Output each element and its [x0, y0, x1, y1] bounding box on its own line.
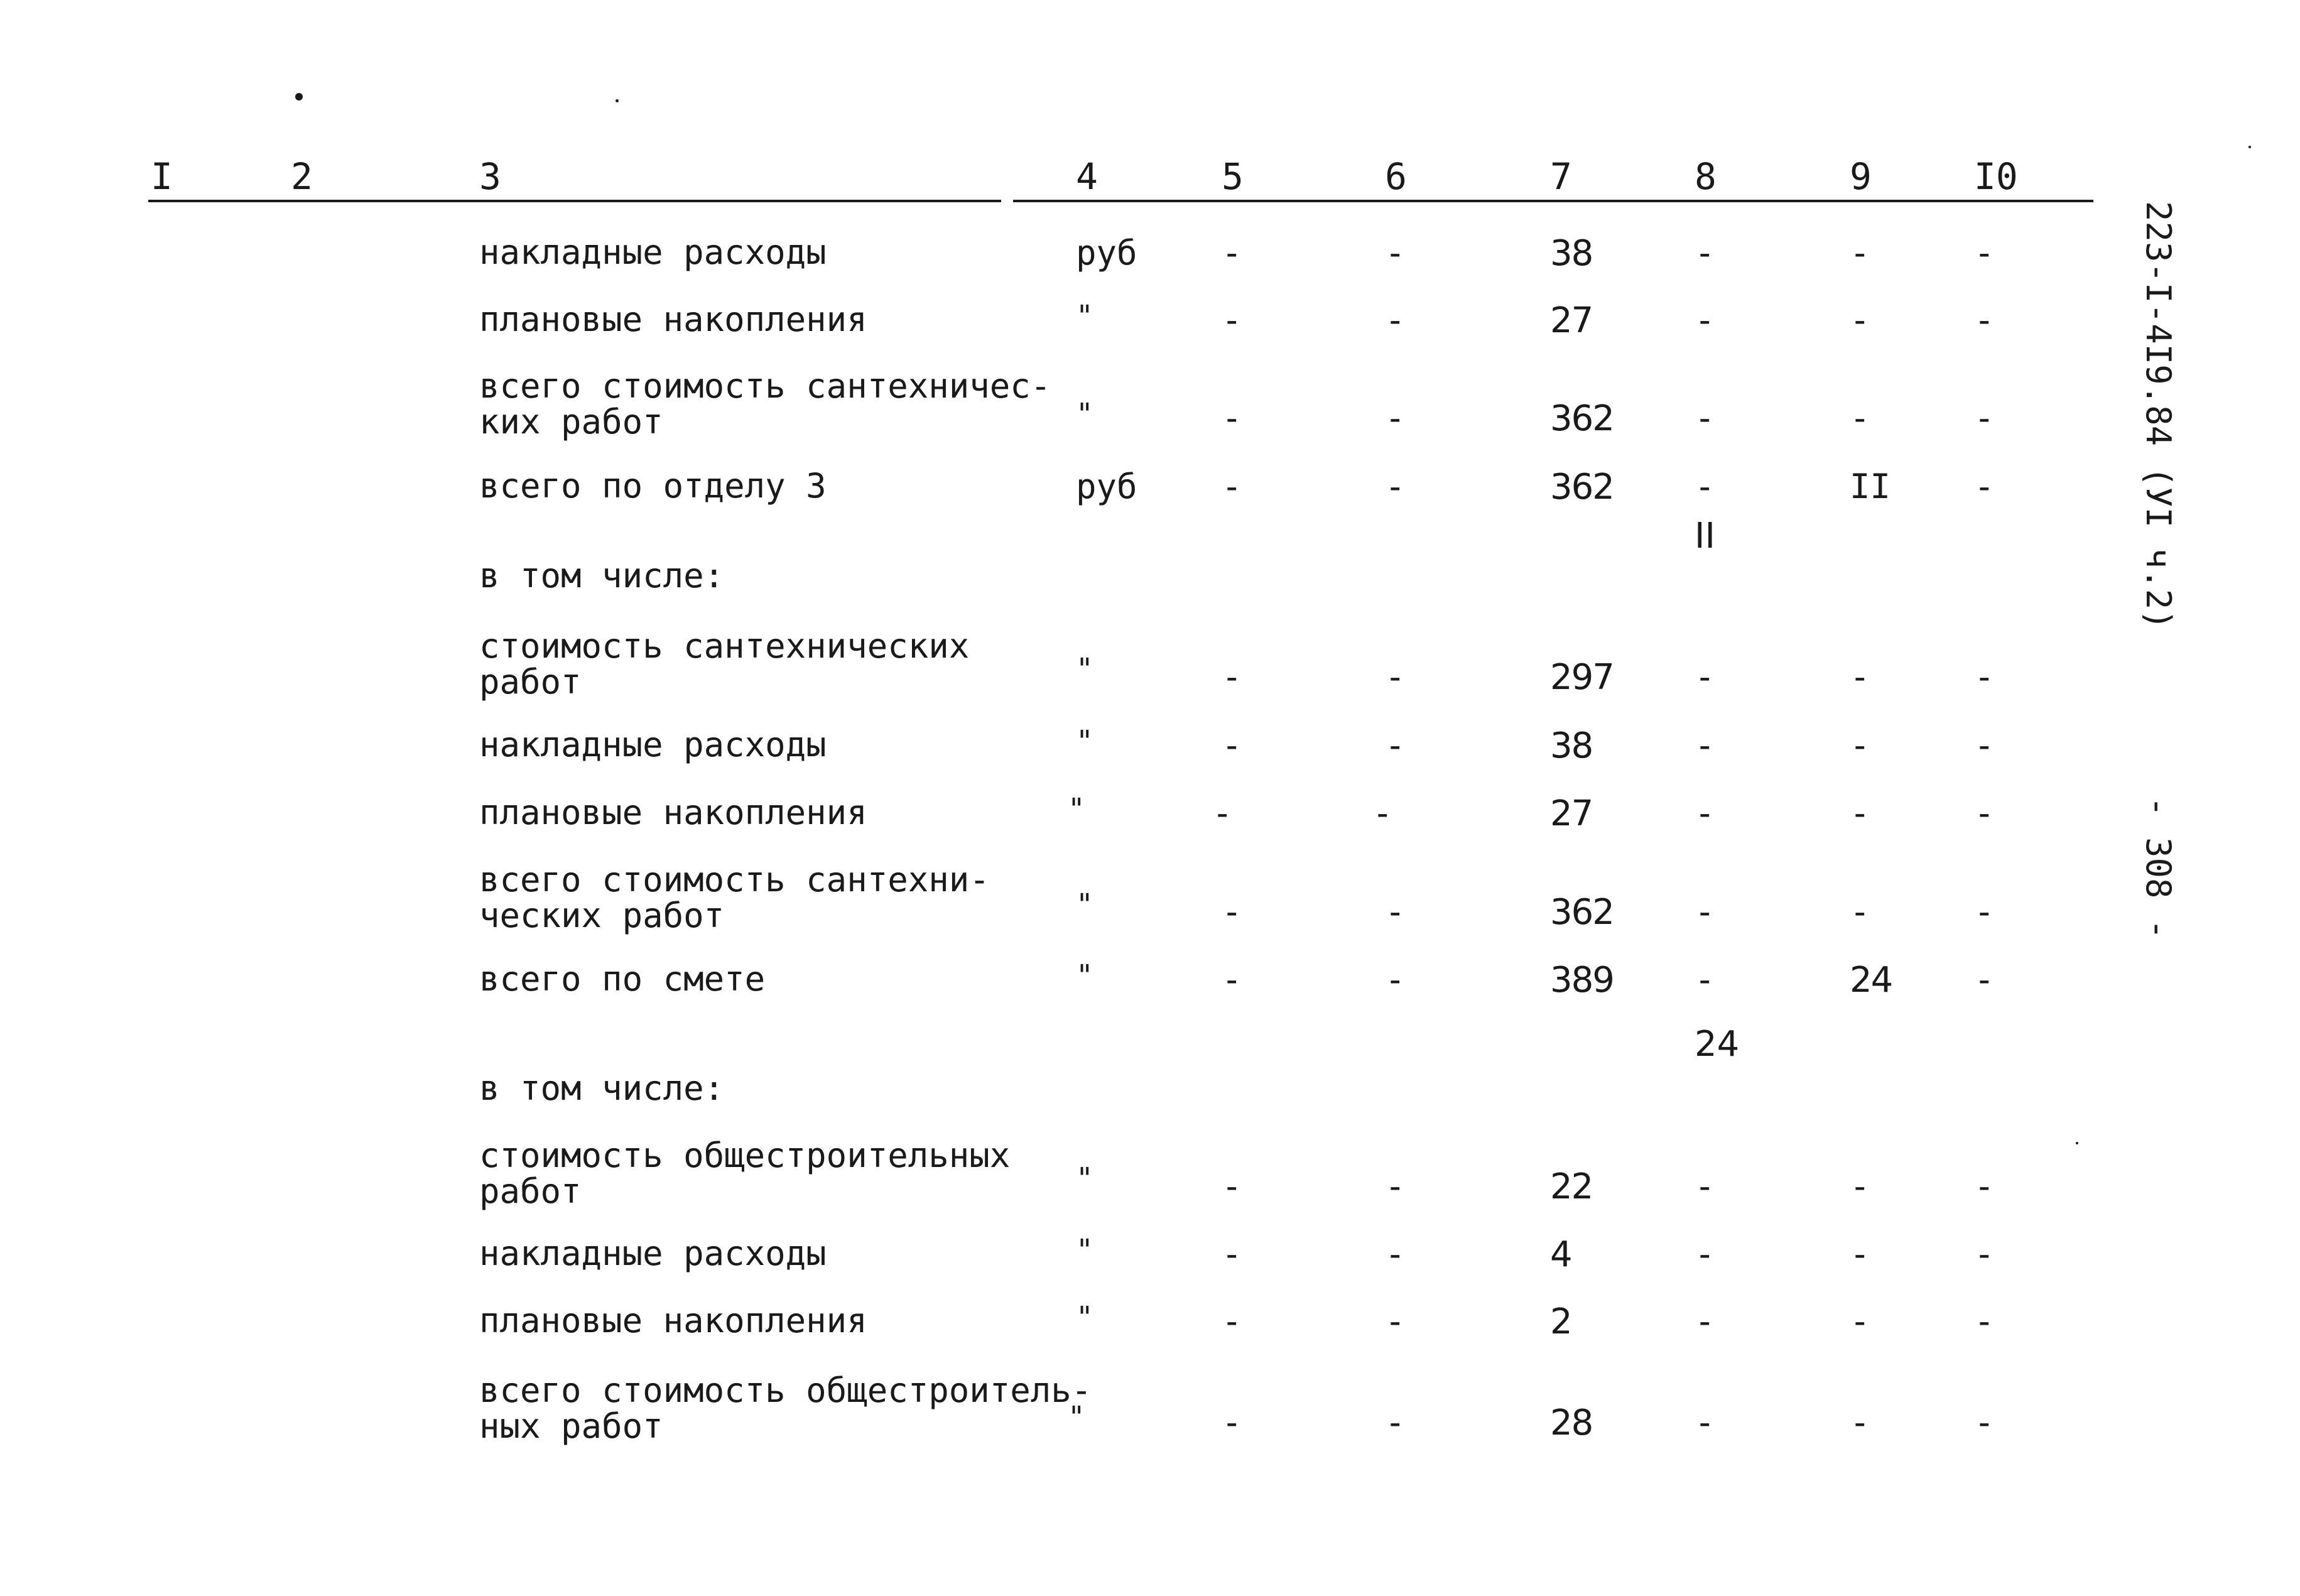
cell-9: - — [1850, 1403, 1870, 1442]
cell-10: - — [1974, 398, 1995, 438]
cell-10: - — [1974, 233, 1995, 273]
cell-5: - — [1222, 1301, 1242, 1341]
cell-6: - — [1385, 233, 1406, 273]
cell-6: - — [1385, 892, 1406, 931]
cell-7: 4 — [1550, 1234, 1571, 1275]
cell-7: 389 — [1550, 960, 1614, 1001]
cell-7: 362 — [1550, 398, 1614, 439]
row-label: плановые накопления — [479, 1301, 867, 1340]
cell-8: - — [1695, 1301, 1715, 1341]
cell-7: 2 — [1550, 1301, 1571, 1342]
cell-10: - — [1974, 1403, 1995, 1442]
cell-6: - — [1385, 467, 1406, 506]
row-label: всего стоимость общестроитель- ных работ — [479, 1371, 1092, 1446]
cell-6: - — [1385, 398, 1406, 438]
cell-unit: " — [1076, 397, 1093, 431]
cell-5: - — [1222, 960, 1242, 999]
cell-8-sub: 24 — [1695, 1024, 1740, 1065]
cell-6: - — [1385, 657, 1406, 697]
cell-5: - — [1222, 1234, 1242, 1274]
cell-10: - — [1974, 725, 1995, 765]
cell-7: 38 — [1550, 725, 1593, 766]
cell-6: - — [1385, 300, 1406, 340]
cell-unit: " — [1068, 792, 1085, 826]
row-label: всего по смете — [479, 959, 766, 999]
cell-10: - — [1974, 300, 1995, 340]
cell-8: - — [1695, 960, 1715, 999]
cell-10: - — [1974, 793, 1995, 833]
cell-10: - — [1974, 960, 1995, 999]
cell-9: II — [1850, 467, 1891, 506]
cell-5: - — [1222, 467, 1242, 506]
row-label: всего стоимость сантехничес- ких работ — [479, 366, 1051, 442]
cell-unit: " — [1076, 1300, 1093, 1334]
header-rule-left — [148, 200, 1001, 202]
cell-5: - — [1222, 1403, 1242, 1442]
cell-5: - — [1222, 1166, 1242, 1206]
cell-7: 22 — [1550, 1166, 1593, 1207]
cell-7: 27 — [1550, 793, 1593, 834]
cell-6: - — [1385, 725, 1406, 765]
cell-10: - — [1974, 1301, 1995, 1341]
row-label: накладные расходы — [479, 232, 827, 272]
page-number: - 308 - — [2139, 796, 2178, 940]
row-label: в том числе: — [479, 1068, 725, 1108]
cell-unit: руб — [1076, 467, 1137, 506]
cell-7: 27 — [1550, 300, 1593, 341]
row-label: плановые накопления — [479, 793, 867, 832]
cell-6: - — [1385, 1403, 1406, 1442]
cell-5: - — [1222, 233, 1242, 273]
cell-7: 28 — [1550, 1403, 1593, 1443]
col-header-6: 6 — [1385, 155, 1407, 198]
cell-6: - — [1385, 1301, 1406, 1341]
scan-speck — [2076, 1142, 2078, 1144]
col-header-7: 7 — [1550, 155, 1572, 198]
cell-8: - — [1695, 233, 1715, 273]
cell-8: - — [1695, 398, 1715, 438]
cell-5: - — [1222, 892, 1242, 931]
cell-unit: " — [1076, 299, 1093, 333]
cell-unit: " — [1076, 888, 1093, 921]
cell-7: 362 — [1550, 467, 1614, 508]
cell-8: - — [1695, 892, 1715, 931]
cell-9: - — [1850, 1166, 1870, 1206]
cell-unit: " — [1076, 652, 1093, 686]
cell-unit: " — [1076, 1161, 1093, 1195]
row-label: плановые накопления — [479, 300, 867, 339]
row-label: всего стоимость сантехни- ческих работ — [479, 860, 990, 935]
col-header-9: 9 — [1850, 155, 1872, 198]
cell-8: - — [1695, 467, 1715, 506]
cell-6: - — [1385, 1166, 1406, 1206]
cell-8: - — [1695, 1403, 1715, 1442]
cell-unit: " — [1068, 1400, 1085, 1434]
col-header-4: 4 — [1076, 155, 1098, 198]
cell-6: - — [1385, 1234, 1406, 1274]
scan-speck — [616, 99, 619, 102]
cell-5: - — [1222, 725, 1242, 765]
cell-9: - — [1850, 1301, 1870, 1341]
scan-speck — [295, 93, 303, 100]
cell-10: - — [1974, 467, 1995, 506]
col-header-5: 5 — [1222, 155, 1244, 198]
col-header-10: I0 — [1974, 155, 2018, 198]
col-header-8: 8 — [1695, 155, 1717, 198]
cell-9: - — [1850, 892, 1870, 931]
cell-9: - — [1850, 725, 1870, 765]
col-header-3: 3 — [479, 155, 501, 198]
cell-7: 362 — [1550, 892, 1614, 933]
cell-8: - — [1695, 793, 1715, 833]
col-header-1: I — [151, 155, 173, 198]
cell-5: - — [1222, 300, 1242, 340]
cell-6: - — [1372, 793, 1393, 833]
row-label: всего по отделу 3 — [479, 466, 827, 506]
row-label: в том числе: — [479, 556, 725, 595]
cell-8: - — [1695, 725, 1715, 765]
cell-8: - — [1695, 1166, 1715, 1206]
row-label: стоимость сантехнических работ — [479, 626, 970, 702]
cell-8: - — [1695, 300, 1715, 340]
cell-7: 38 — [1550, 233, 1593, 274]
cell-unit: руб — [1076, 233, 1137, 273]
cell-9: 24 — [1850, 960, 1892, 1001]
cell-unit: " — [1076, 724, 1093, 758]
cell-8: - — [1695, 657, 1715, 697]
row-label: стоимость общестроительных работ — [479, 1136, 1011, 1211]
row-label: накладные расходы — [479, 1234, 827, 1273]
scan-speck — [2248, 146, 2251, 148]
cell-10: - — [1974, 892, 1995, 931]
cell-10: - — [1974, 1166, 1995, 1206]
col-header-2: 2 — [291, 155, 313, 198]
cell-5: - — [1222, 398, 1242, 438]
cell-10: - — [1974, 1234, 1995, 1274]
cell-9: - — [1850, 793, 1870, 833]
cell-5: - — [1212, 793, 1233, 833]
cell-7: 297 — [1550, 657, 1614, 698]
cell-9: - — [1850, 300, 1870, 340]
cell-9: - — [1850, 233, 1870, 273]
cell-8-sub: II — [1695, 516, 1716, 556]
header-rule-right — [1013, 200, 2093, 202]
document-code: 223-I-4I9.84 (УI ч.2) — [2139, 201, 2178, 630]
cell-8: - — [1695, 1234, 1715, 1274]
cell-10: - — [1974, 657, 1995, 697]
cell-unit: " — [1076, 958, 1093, 992]
row-label: накладные расходы — [479, 725, 827, 764]
cell-6: - — [1385, 960, 1406, 999]
cell-9: - — [1850, 398, 1870, 438]
cell-unit: " — [1076, 1233, 1093, 1267]
cell-9: - — [1850, 657, 1870, 697]
cell-5: - — [1222, 657, 1242, 697]
cell-9: - — [1850, 1234, 1870, 1274]
